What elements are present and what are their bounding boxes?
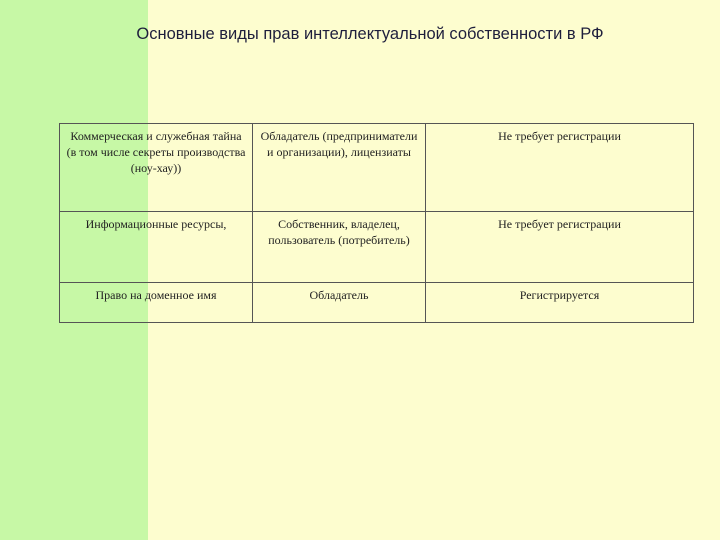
registration-cell: Регистрируется — [426, 283, 694, 323]
holder-cell: Собственник, владелец, пользователь (потребитель) — [253, 212, 426, 283]
rights-table — [59, 123, 694, 323]
object-cell: Информационные ресурсы, — [60, 212, 253, 283]
object-cell: Право на доменное имя — [60, 283, 253, 323]
object-cell: Коммерческая и служебная тайна (в том числе секреты производства (ноу-хау)) — [60, 124, 253, 212]
holder-cell: Обладатель — [253, 283, 426, 323]
table-row — [60, 212, 694, 283]
table-row — [60, 283, 694, 323]
slide-title: Основные виды прав интеллектуальной собственности в РФ — [136, 25, 604, 43]
registration-cell: Не требует регистрации — [426, 212, 694, 283]
holder-cell: Обладатель (предприниматели и организации), лицензиаты — [253, 124, 426, 212]
registration-cell: Не требует регистрации — [426, 124, 694, 212]
table-row — [60, 124, 694, 212]
